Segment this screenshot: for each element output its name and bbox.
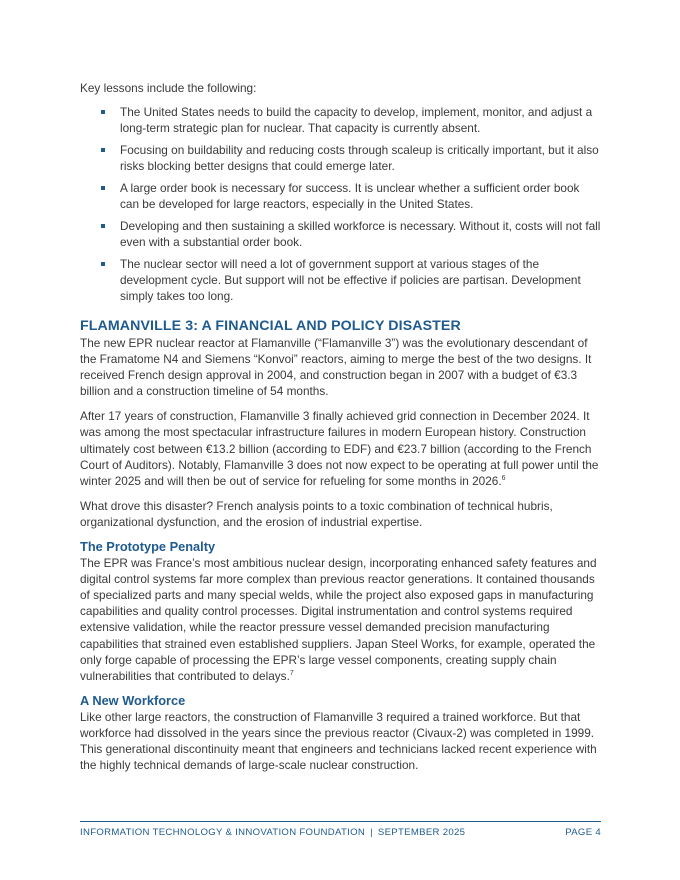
square-bullet-icon (101, 224, 105, 228)
square-bullet-icon (101, 148, 105, 152)
section-heading: FLAMANVILLE 3: A FINANCIAL AND POLICY DISASTER (80, 318, 461, 334)
square-bullet-icon (101, 186, 105, 190)
list-item (80, 180, 601, 212)
subheading: A New Workforce (80, 692, 186, 708)
footnote-ref[interactable]: 7 (289, 669, 294, 677)
page-number: PAGE 4 (565, 827, 601, 838)
lessons-list (80, 104, 601, 310)
list-item-text: Focusing on buildability and reducing costs through scaleup is critically important, but it also risks blocking better designs that could emerge later. (120, 143, 599, 174)
list-item-text: A large order book is necessary for success. It is unclear whether a sufficient order book can be developed for large reactors, especially in the United States. (120, 181, 580, 212)
subheading: The Prototype Penalty (80, 539, 216, 555)
article-body (80, 317, 601, 773)
footer-separator: | (370, 827, 373, 838)
footer-left (80, 827, 465, 839)
square-bullet-icon (101, 262, 105, 266)
paragraph: What drove this disaster? French analysis points to a toxic combination of technical hubris, organizational dysfunction, and the erosion of industrial expertise. (80, 498, 553, 529)
paragraph (80, 555, 601, 684)
list-item (80, 142, 601, 174)
paragraph: Like other large reactors, the construction of Flamanville 3 required a trained workforce. But that workforce had dissolved in the years since the previous reactor (Civaux-2) was completed in 1999. This generational discontinuity meant that engineers and technicians lacked recent experience with the highly technical demands of large-scale nuclear construction. (80, 709, 597, 773)
footer-date: SEPTEMBER 2025 (377, 827, 466, 838)
paragraph-text: After 17 years of construction, Flamanville 3 finally achieved grid connection in December 2024. It was among the most spectacular infrastructure failures in modern European history. Construction ultimately cost between €13.2 billion (according to EDF) and €23.7 billion (according to the French Court of Auditors). Notably, Flamanville 3 does not now expect to be operating at full power until the winter 2025 and will then be out of service for refueling for some months in 2026. (80, 409, 599, 488)
footnote-ref[interactable]: 6 (501, 474, 506, 482)
footer-org: INFORMATION TECHNOLOGY & INNOVATION FOUNDATION (80, 827, 366, 838)
footer-divider (80, 821, 601, 822)
paragraph-text: The EPR was France’s most ambitious nuclear design, incorporating enhanced safety features and digital control systems far more complex than previous reactor generations. It contained thousands of specialized parts and many special welds, while the project also exposed gaps in manufacturing capabilities and quality control processes. Digital instrumentation and control systems required extensive validation, while the reactor pressure vessel demanded precision manufacturing capabilities that strained even established suppliers. Japan Steel Works, for example, operated the only forge capable of processing the EPR’s large vessel components, creating supply chain vulnerabilities that contributed to delays. (80, 556, 597, 683)
list-item-text: The United States needs to build the capacity to develop, implement, monitor, and adjust a long-term strategic plan for nuclear. That capacity is currently absent. (120, 105, 593, 136)
list-item (80, 104, 601, 136)
list-item (80, 218, 601, 250)
list-item-text: The nuclear sector will need a lot of government support at various stages of the development cycle. But support will not be effective if policies are partisan. Development simply takes too long. (120, 257, 581, 304)
paragraph (80, 408, 601, 488)
list-item-text: Developing and then sustaining a skilled workforce is necessary. Without it, costs will not fall even with a substantial order book. (120, 219, 601, 250)
square-bullet-icon (101, 110, 105, 114)
intro-text: Key lessons include the following: (80, 81, 257, 95)
paragraph: The new EPR nuclear reactor at Flamanville (“Flamanville 3”) was the evolutionary descendant of the Framatome N4 and Siemens “Konvoi” reactors, aiming to merge the best of the two designs. It received French design approval in 2004, and construction began in 2007 with a budget of €3.3 billion and a construction timeline of 54 months. (80, 336, 592, 399)
list-item (80, 256, 601, 305)
